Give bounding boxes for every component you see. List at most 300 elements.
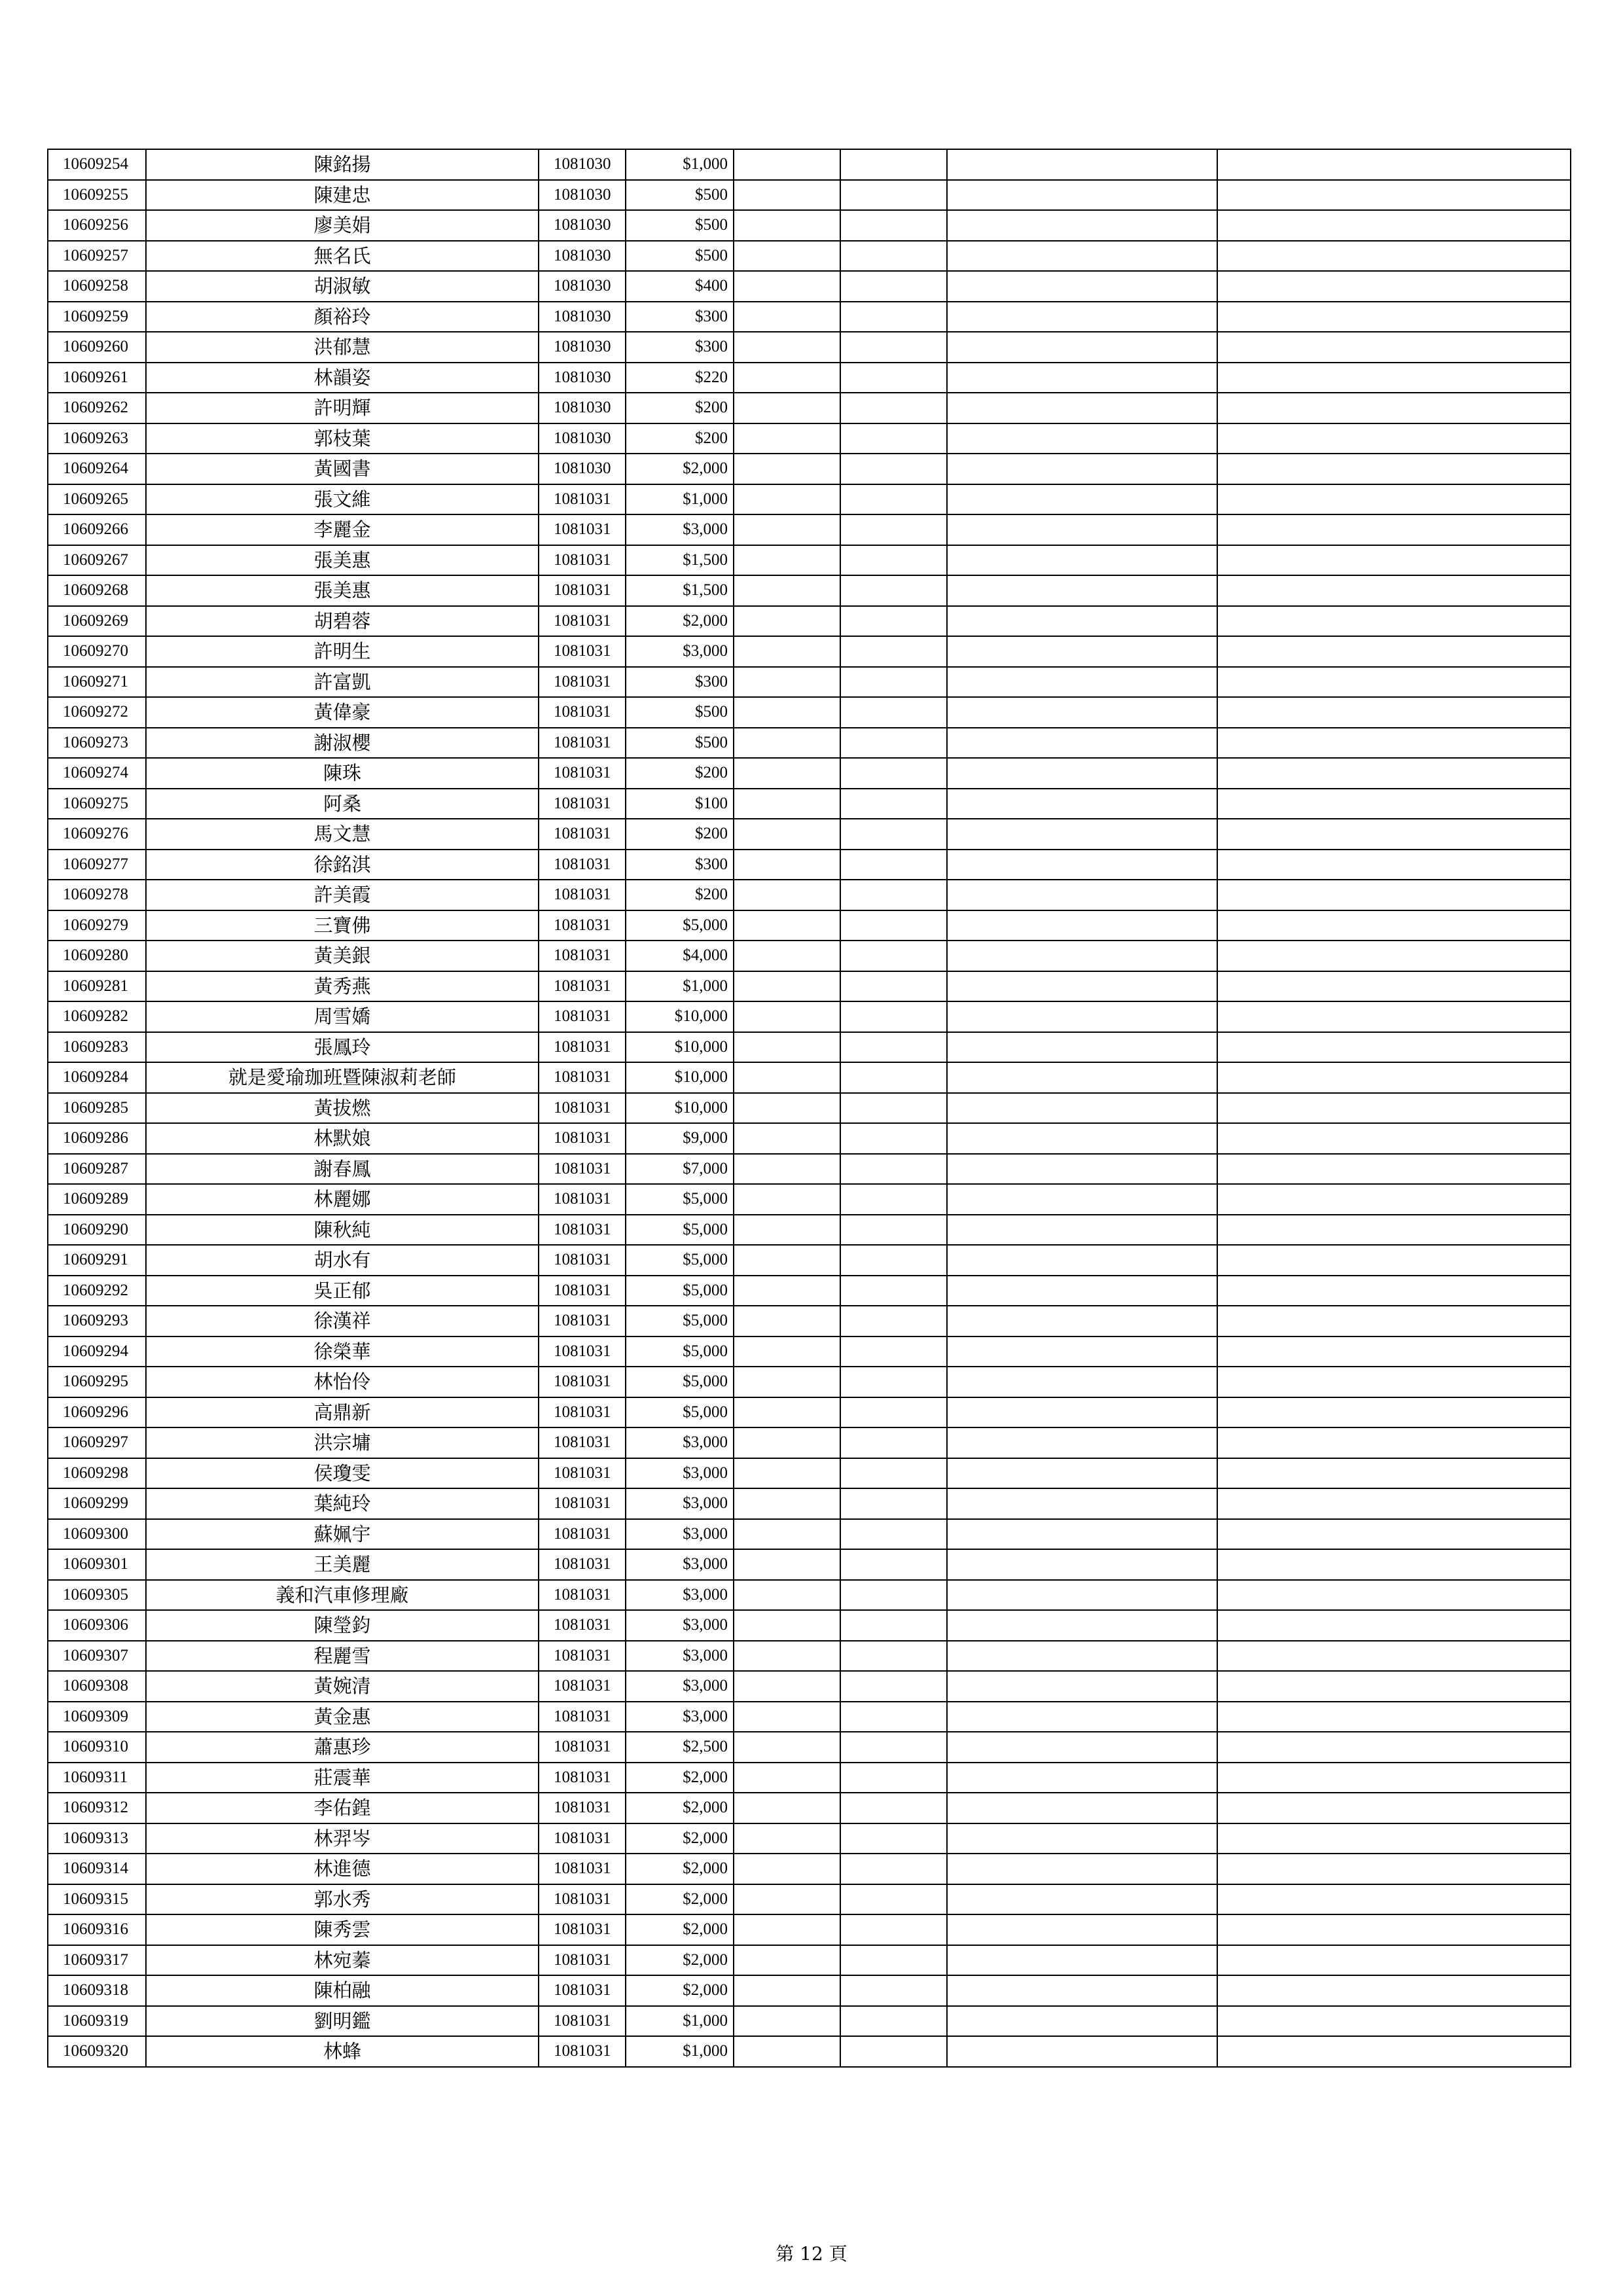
blank-cell <box>734 819 840 850</box>
blank-cell <box>840 1580 947 1611</box>
blank-cell <box>947 1184 1217 1215</box>
amount-cell: $400 <box>626 271 734 302</box>
blank-cell <box>947 180 1217 211</box>
donation-date-cell: 1081031 <box>539 758 626 789</box>
receipt-number-cell: 10609320 <box>48 2036 146 2067</box>
amount-cell: $3,000 <box>626 1610 734 1641</box>
donation-date-cell: 1081030 <box>539 180 626 211</box>
donation-date-cell: 1081031 <box>539 1276 626 1306</box>
blank-cell <box>734 758 840 789</box>
receipt-number-cell: 10609281 <box>48 971 146 1002</box>
blank-cell <box>1217 910 1571 941</box>
blank-cell <box>947 363 1217 393</box>
blank-cell <box>840 1001 947 1032</box>
donor-name-cell: 莊震華 <box>146 1763 539 1793</box>
amount-cell: $2,000 <box>626 1793 734 1823</box>
blank-cell <box>947 1763 1217 1793</box>
blank-cell <box>1217 332 1571 363</box>
donor-name-cell: 黃拔燃 <box>146 1093 539 1124</box>
amount-cell: $3,000 <box>626 1519 734 1550</box>
receipt-number-cell: 10609269 <box>48 606 146 637</box>
blank-cell <box>947 1032 1217 1063</box>
blank-cell <box>1217 1276 1571 1306</box>
blank-cell <box>947 484 1217 515</box>
amount-cell: $500 <box>626 180 734 211</box>
blank-cell <box>734 1123 840 1154</box>
amount-cell: $2,000 <box>626 1884 734 1915</box>
donation-date-cell: 1081030 <box>539 271 626 302</box>
blank-cell <box>734 363 840 393</box>
donation-date-cell: 1081031 <box>539 1458 626 1489</box>
table-row <box>48 1184 1571 1215</box>
blank-cell <box>734 1549 840 1580</box>
table-row <box>48 241 1571 272</box>
receipt-number-cell: 10609267 <box>48 545 146 576</box>
amount-cell: $1,000 <box>626 2006 734 2037</box>
table-row <box>48 850 1571 880</box>
receipt-number-cell: 10609312 <box>48 1793 146 1823</box>
blank-cell <box>840 575 947 606</box>
donor-name-cell: 林默娘 <box>146 1123 539 1154</box>
blank-cell <box>840 1093 947 1124</box>
donation-date-cell: 1081031 <box>539 728 626 759</box>
table-row <box>48 910 1571 941</box>
blank-cell <box>840 1823 947 1854</box>
blank-cell <box>947 1580 1217 1611</box>
blank-cell <box>840 1458 947 1489</box>
blank-cell <box>734 1032 840 1063</box>
donation-date-cell: 1081031 <box>539 2006 626 2037</box>
blank-cell <box>734 393 840 423</box>
donation-date-cell: 1081031 <box>539 545 626 576</box>
amount-cell: $300 <box>626 302 734 332</box>
blank-cell <box>947 636 1217 667</box>
donor-name-cell: 黃婉清 <box>146 1671 539 1702</box>
blank-cell <box>734 302 840 332</box>
donor-name-cell: 李麗金 <box>146 514 539 545</box>
table-row <box>48 332 1571 363</box>
blank-cell <box>734 514 840 545</box>
blank-cell <box>1217 1914 1571 1945</box>
table-row <box>48 1397 1571 1428</box>
table-row <box>48 1854 1571 1884</box>
donation-date-cell: 1081030 <box>539 210 626 241</box>
amount-cell: $500 <box>626 210 734 241</box>
blank-cell <box>734 850 840 880</box>
table-row <box>48 1580 1571 1611</box>
blank-cell <box>734 1093 840 1124</box>
blank-cell <box>840 1276 947 1306</box>
blank-cell <box>947 850 1217 880</box>
receipt-number-cell: 10609319 <box>48 2006 146 2037</box>
blank-cell <box>1217 1001 1571 1032</box>
blank-cell <box>734 1641 840 1672</box>
receipt-number-cell: 10609276 <box>48 819 146 850</box>
donation-date-cell: 1081031 <box>539 1215 626 1246</box>
blank-cell <box>840 1215 947 1246</box>
donation-date-cell: 1081031 <box>539 2036 626 2067</box>
blank-cell <box>734 1671 840 1702</box>
donor-name-cell: 林蜂 <box>146 2036 539 2067</box>
blank-cell <box>734 2036 840 2067</box>
blank-cell <box>947 1854 1217 1884</box>
blank-cell <box>840 393 947 423</box>
blank-cell <box>840 1641 947 1672</box>
blank-cell <box>947 1732 1217 1763</box>
receipt-number-cell: 10609279 <box>48 910 146 941</box>
blank-cell <box>1217 1215 1571 1246</box>
blank-cell <box>947 1519 1217 1550</box>
amount-cell: $1,000 <box>626 484 734 515</box>
receipt-number-cell: 10609268 <box>48 575 146 606</box>
blank-cell <box>1217 1610 1571 1641</box>
blank-cell <box>840 1245 947 1276</box>
blank-cell <box>840 1914 947 1945</box>
blank-cell <box>947 1671 1217 1702</box>
amount-cell: $200 <box>626 393 734 423</box>
blank-cell <box>840 332 947 363</box>
receipt-number-cell: 10609316 <box>48 1914 146 1945</box>
table-row <box>48 1671 1571 1702</box>
blank-cell <box>1217 1093 1571 1124</box>
amount-cell: $5,000 <box>626 1245 734 1276</box>
blank-cell <box>1217 302 1571 332</box>
table-row <box>48 1519 1571 1550</box>
blank-cell <box>947 1367 1217 1397</box>
receipt-number-cell: 10609308 <box>48 1671 146 1702</box>
blank-cell <box>1217 241 1571 272</box>
blank-cell <box>840 1884 947 1915</box>
blank-cell <box>734 2006 840 2037</box>
amount-cell: $3,000 <box>626 636 734 667</box>
table-row <box>48 1458 1571 1489</box>
amount-cell: $2,000 <box>626 454 734 484</box>
receipt-number-cell: 10609266 <box>48 514 146 545</box>
donation-date-cell: 1081031 <box>539 1610 626 1641</box>
amount-cell: $220 <box>626 363 734 393</box>
donor-name-cell: 黃偉豪 <box>146 697 539 728</box>
blank-cell <box>734 1823 840 1854</box>
donor-name-cell: 林羿岑 <box>146 1823 539 1854</box>
blank-cell <box>1217 697 1571 728</box>
amount-cell: $2,000 <box>626 1945 734 1976</box>
donor-name-cell: 蕭惠珍 <box>146 1732 539 1763</box>
amount-cell: $5,000 <box>626 1336 734 1367</box>
donor-name-cell: 陳銘揚 <box>146 149 539 180</box>
donor-name-cell: 陳柏融 <box>146 1975 539 2006</box>
blank-cell <box>840 241 947 272</box>
table-row <box>48 1001 1571 1032</box>
donation-date-cell: 1081030 <box>539 454 626 484</box>
amount-cell: $100 <box>626 789 734 819</box>
receipt-number-cell: 10609290 <box>48 1215 146 1246</box>
blank-cell <box>1217 1397 1571 1428</box>
table-row <box>48 1732 1571 1763</box>
blank-cell <box>734 1945 840 1976</box>
blank-cell <box>947 1914 1217 1945</box>
table-row <box>48 636 1571 667</box>
blank-cell <box>734 880 840 910</box>
table-row <box>48 789 1571 819</box>
blank-cell <box>734 1367 840 1397</box>
donor-name-cell: 黃國書 <box>146 454 539 484</box>
receipt-number-cell: 10609275 <box>48 789 146 819</box>
blank-cell <box>1217 1580 1571 1611</box>
blank-cell <box>840 454 947 484</box>
amount-cell: $3,000 <box>626 1641 734 1672</box>
blank-cell <box>947 1610 1217 1641</box>
blank-cell <box>840 1702 947 1732</box>
table-row <box>48 819 1571 850</box>
receipt-number-cell: 10609306 <box>48 1610 146 1641</box>
receipt-number-cell: 10609264 <box>48 454 146 484</box>
table-row <box>48 941 1571 971</box>
blank-cell <box>947 1001 1217 1032</box>
blank-cell <box>840 697 947 728</box>
amount-cell: $10,000 <box>626 1062 734 1093</box>
donation-date-cell: 1081031 <box>539 636 626 667</box>
receipt-number-cell: 10609297 <box>48 1427 146 1458</box>
receipt-number-cell: 10609265 <box>48 484 146 515</box>
table-row <box>48 149 1571 180</box>
donor-name-cell: 張文維 <box>146 484 539 515</box>
blank-cell <box>734 1306 840 1336</box>
blank-cell <box>734 332 840 363</box>
blank-cell <box>1217 454 1571 484</box>
amount-cell: $3,000 <box>626 1671 734 1702</box>
blank-cell <box>734 423 840 454</box>
blank-cell <box>947 1245 1217 1276</box>
receipt-number-cell: 10609305 <box>48 1580 146 1611</box>
donation-date-cell: 1081031 <box>539 1763 626 1793</box>
receipt-number-cell: 10609286 <box>48 1123 146 1154</box>
blank-cell <box>840 1062 947 1093</box>
blank-cell <box>1217 484 1571 515</box>
blank-cell <box>947 423 1217 454</box>
receipt-number-cell: 10609296 <box>48 1397 146 1428</box>
donor-name-cell: 胡水有 <box>146 1245 539 1276</box>
donor-name-cell: 林韻姿 <box>146 363 539 393</box>
donation-date-cell: 1081031 <box>539 1580 626 1611</box>
blank-cell <box>1217 1458 1571 1489</box>
donation-date-cell: 1081030 <box>539 423 626 454</box>
blank-cell <box>840 1945 947 1976</box>
blank-cell <box>947 1336 1217 1367</box>
donation-date-cell: 1081031 <box>539 1397 626 1428</box>
donation-date-cell: 1081031 <box>539 1641 626 1672</box>
blank-cell <box>947 758 1217 789</box>
table-row <box>48 1641 1571 1672</box>
blank-cell <box>947 1793 1217 1823</box>
donor-name-cell: 林怡伶 <box>146 1367 539 1397</box>
table-row <box>48 545 1571 576</box>
amount-cell: $300 <box>626 850 734 880</box>
blank-cell <box>947 302 1217 332</box>
table-row <box>48 302 1571 332</box>
blank-cell <box>734 1184 840 1215</box>
donation-date-cell: 1081030 <box>539 393 626 423</box>
blank-cell <box>840 758 947 789</box>
amount-cell: $200 <box>626 423 734 454</box>
blank-cell <box>947 1945 1217 1976</box>
blank-cell <box>840 514 947 545</box>
blank-cell <box>947 1823 1217 1854</box>
donor-name-cell: 許美霞 <box>146 880 539 910</box>
donor-name-cell: 張鳳玲 <box>146 1032 539 1063</box>
blank-cell <box>947 1306 1217 1336</box>
donation-date-cell: 1081031 <box>539 1427 626 1458</box>
table-row <box>48 1610 1571 1641</box>
amount-cell: $2,000 <box>626 1975 734 2006</box>
donor-name-cell: 侯瓊雯 <box>146 1458 539 1489</box>
blank-cell <box>734 1154 840 1185</box>
receipt-number-cell: 10609283 <box>48 1032 146 1063</box>
donation-date-cell: 1081031 <box>539 667 626 698</box>
table-row <box>48 575 1571 606</box>
donor-name-cell: 張美惠 <box>146 575 539 606</box>
receipt-number-cell: 10609285 <box>48 1093 146 1124</box>
blank-cell <box>1217 1945 1571 1976</box>
table-row <box>48 1215 1571 1246</box>
blank-cell <box>947 789 1217 819</box>
receipt-number-cell: 10609273 <box>48 728 146 759</box>
blank-cell <box>840 819 947 850</box>
blank-cell <box>840 941 947 971</box>
blank-cell <box>840 1549 947 1580</box>
blank-cell <box>734 1854 840 1884</box>
donor-name-cell: 無名氏 <box>146 241 539 272</box>
table-row <box>48 1245 1571 1276</box>
blank-cell <box>734 1763 840 1793</box>
receipt-number-cell: 10609294 <box>48 1336 146 1367</box>
blank-cell <box>1217 393 1571 423</box>
table-row <box>48 1276 1571 1306</box>
receipt-number-cell: 10609287 <box>48 1154 146 1185</box>
donation-date-cell: 1081031 <box>539 1519 626 1550</box>
donation-date-cell: 1081031 <box>539 1245 626 1276</box>
blank-cell <box>1217 1123 1571 1154</box>
donor-name-cell: 許明生 <box>146 636 539 667</box>
table-row <box>48 1914 1571 1945</box>
blank-cell <box>734 1245 840 1276</box>
amount-cell: $1,000 <box>626 2036 734 2067</box>
blank-cell <box>1217 758 1571 789</box>
donor-name-cell: 吳正郁 <box>146 1276 539 1306</box>
table-row <box>48 1336 1571 1367</box>
amount-cell: $5,000 <box>626 1184 734 1215</box>
donation-date-cell: 1081030 <box>539 149 626 180</box>
blank-cell <box>1217 1823 1571 1854</box>
blank-cell <box>1217 1062 1571 1093</box>
donation-date-cell: 1081031 <box>539 1184 626 1215</box>
blank-cell <box>947 271 1217 302</box>
table-row <box>48 1123 1571 1154</box>
table-row <box>48 2006 1571 2037</box>
donor-name-cell: 葉純玲 <box>146 1488 539 1519</box>
donation-date-cell: 1081031 <box>539 1671 626 1702</box>
blank-cell <box>1217 149 1571 180</box>
donor-name-cell: 三寶佛 <box>146 910 539 941</box>
blank-cell <box>947 1123 1217 1154</box>
blank-cell <box>734 1975 840 2006</box>
blank-cell <box>840 1488 947 1519</box>
blank-cell <box>734 1580 840 1611</box>
blank-cell <box>1217 789 1571 819</box>
blank-cell <box>947 514 1217 545</box>
donor-name-cell: 胡碧蓉 <box>146 606 539 637</box>
blank-cell <box>840 1519 947 1550</box>
blank-cell <box>734 941 840 971</box>
table-row <box>48 363 1571 393</box>
blank-cell <box>840 728 947 759</box>
blank-cell <box>734 1610 840 1641</box>
blank-cell <box>947 454 1217 484</box>
amount-cell: $7,000 <box>626 1154 734 1185</box>
donor-name-cell: 蘇姵宇 <box>146 1519 539 1550</box>
table-row <box>48 1062 1571 1093</box>
donor-name-cell: 徐銘淇 <box>146 850 539 880</box>
blank-cell <box>840 1854 947 1884</box>
donation-date-cell: 1081031 <box>539 1793 626 1823</box>
amount-cell: $1,000 <box>626 971 734 1002</box>
donation-date-cell: 1081031 <box>539 1154 626 1185</box>
blank-cell <box>840 1793 947 1823</box>
blank-cell <box>1217 1641 1571 1672</box>
table-row <box>48 1093 1571 1124</box>
blank-cell <box>947 1215 1217 1246</box>
amount-cell: $5,000 <box>626 1276 734 1306</box>
blank-cell <box>947 910 1217 941</box>
blank-cell <box>1217 1427 1571 1458</box>
blank-cell <box>734 210 840 241</box>
blank-cell <box>734 1336 840 1367</box>
receipt-number-cell: 10609263 <box>48 423 146 454</box>
donation-date-cell: 1081031 <box>539 697 626 728</box>
blank-cell <box>840 1123 947 1154</box>
receipt-number-cell: 10609280 <box>48 941 146 971</box>
receipt-number-cell: 10609260 <box>48 332 146 363</box>
receipt-number-cell: 10609262 <box>48 393 146 423</box>
blank-cell <box>734 1458 840 1489</box>
donor-name-cell: 洪郁慧 <box>146 332 539 363</box>
donor-name-cell: 馬文慧 <box>146 819 539 850</box>
donation-date-cell: 1081031 <box>539 819 626 850</box>
table-row <box>48 1793 1571 1823</box>
blank-cell <box>840 484 947 515</box>
amount-cell: $2,500 <box>626 1732 734 1763</box>
donor-name-cell: 許明輝 <box>146 393 539 423</box>
blank-cell <box>947 2006 1217 2037</box>
receipt-number-cell: 10609255 <box>48 180 146 211</box>
receipt-number-cell: 10609254 <box>48 149 146 180</box>
receipt-number-cell: 10609261 <box>48 363 146 393</box>
blank-cell <box>1217 1519 1571 1550</box>
blank-cell <box>734 180 840 211</box>
table-row <box>48 1032 1571 1063</box>
blank-cell <box>1217 819 1571 850</box>
amount-cell: $200 <box>626 880 734 910</box>
receipt-number-cell: 10609256 <box>48 210 146 241</box>
donation-date-cell: 1081031 <box>539 1306 626 1336</box>
donation-date-cell: 1081031 <box>539 1732 626 1763</box>
donation-date-cell: 1081031 <box>539 606 626 637</box>
amount-cell: $2,000 <box>626 1763 734 1793</box>
table-row <box>48 1306 1571 1336</box>
amount-cell: $2,000 <box>626 1914 734 1945</box>
blank-cell <box>1217 1549 1571 1580</box>
receipt-number-cell: 10609299 <box>48 1488 146 1519</box>
table-row <box>48 484 1571 515</box>
